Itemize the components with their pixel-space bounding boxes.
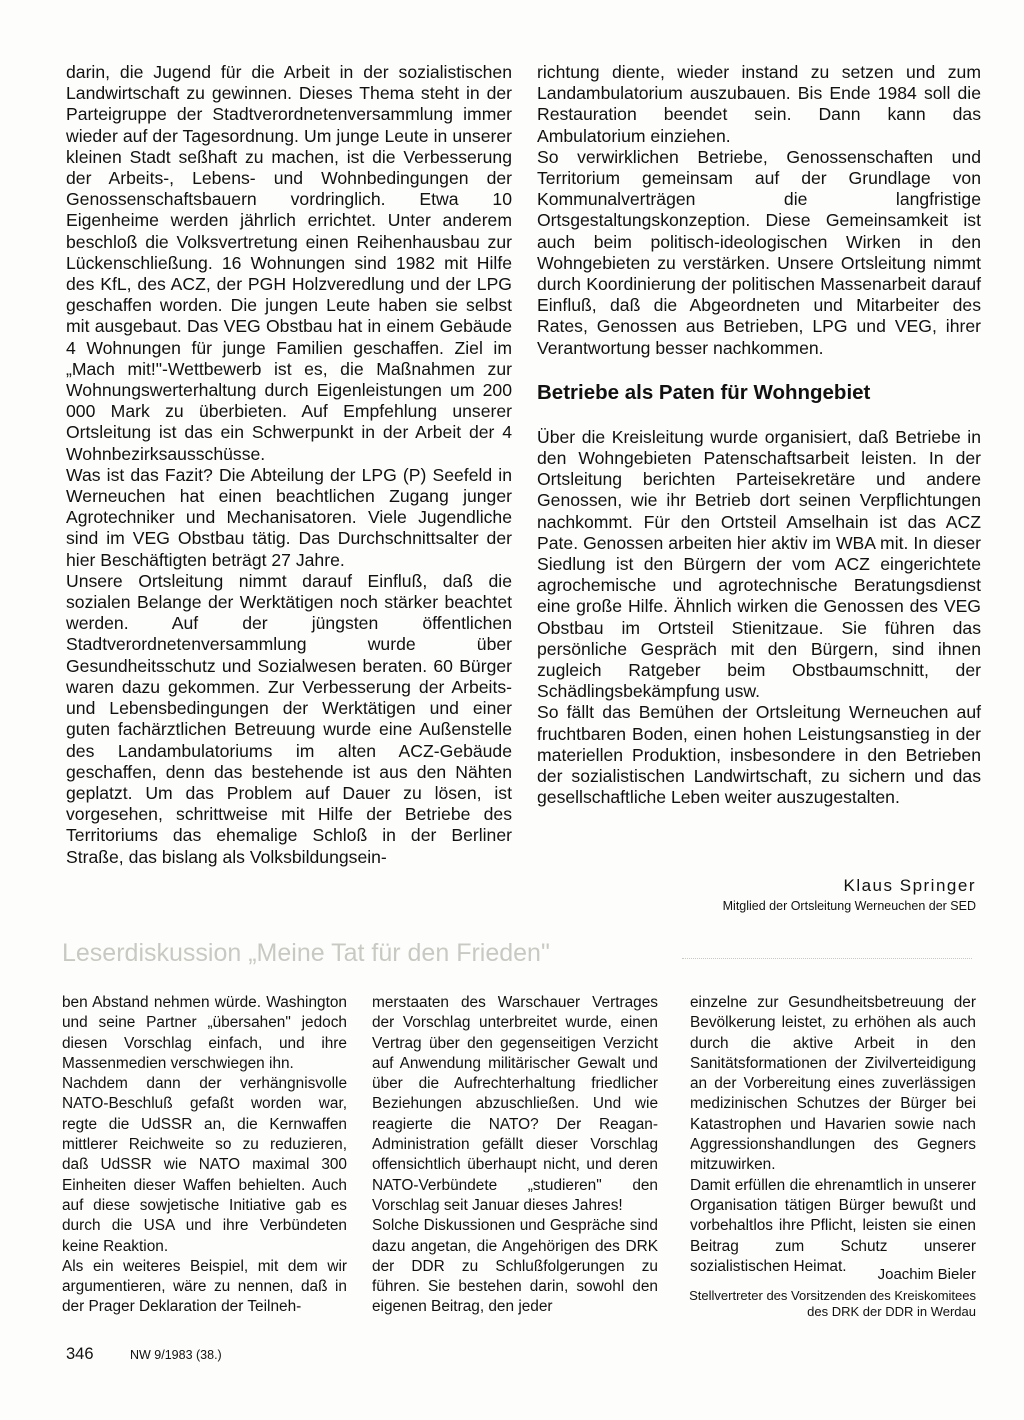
discussion-column-3 [690,993,976,1277]
discussion-paragraph: einzelne zur Gesundheitsbetreuung der Bevölkerung leistet, zu erhöhen als auch durch die aktive Arbeit in den Sanitätsformationen der Zivilverteidigung an der Vorbereitung eines zuverlässigen medizinischen Schutzes der Bürger bei Katastrophen und Havarien sowie nach Aggressionshandlungen des Gegners mitzuwirken. [690,994,976,1174]
discussion-paragraph: Solche Diskussionen und Gespräche sind dazu angetan, die Angehörigen des DRK der DDR zu Schlußfolgerungen zu führen. Sie bestehen darin, sowohl den eigenen Beitrag, den jeder [372,1217,658,1316]
article-column-1 [66,62,512,868]
discussion-paragraph: Damit erfüllen die ehrenamtlich in unserer Organisation tätigen Bürger bewußt und vorbehaltlos ihre Pflicht, leisten sie einen Beitrag zum Schutz unserer sozialistischen Heimat. [690,1176,976,1275]
issue-label: NW 9/1983 (38.) [130,1348,222,1362]
article-paragraph: darin, die Jugend für die Arbeit in der sozialistischen Landwirtschaft zu gewinnen. Dieses Thema steht in der Parteigruppe der Stadtverordnetenversammlung immer wieder auf der Tagesordnung. Um junge Leute in unserer kleinen Stadt seßhaft zu machen, ist die Verbesserung der Arbeits-, Lebens- und Wohnbedingungen der Genossenschaftsbauern vordringlich. Etwa 10 Eigenheime werden jährlich errichtet. Unter anderem beschloß die Volksvertretung einen Reihenhausbau zur Lückenschließung. 16 Wohnungen sind 1982 mit Hilfe des KfL, des ACZ, der PGH Holzveredlung und der LPG geschaffen worden. Die jungen Leute haben sie selbst mit ausgebaut. Das VEG Obstbau hat in einem Gebäude 4 Wohnungen für junge Familien geschaffen. Ziel im „Mach mit!"-Wettbewerb ist es, die Maßnahmen zur Wohnungswerterhaltung durch Eigenleistungen um 200 000 Mark zu überbieten. Auf Empfehlung unserer Ortsleitung ist das ein Schwerpunkt in der Arbeit der 4 Wohnbezirksausschüsse. [66,62,512,464]
page-number: 346 [66,1345,94,1363]
article-column-2 [537,62,981,809]
article-paragraph: richtung diente, wieder instand zu setzen und zum Landambulatorium auszubauen. Bis Ende 1984 soll die Restauration beendet sein. Dann kann das Ambulatorium einziehen. [537,62,981,146]
article-subheading: Betriebe als Paten für Wohngebiet [537,380,871,404]
discussion-paragraph: Als ein weiteres Beispiel, mit dem wir argumentieren, wäre zu nennen, daß in der Prager Deklaration der Teilneh- [62,1257,347,1316]
discussion-column-1 [62,993,347,1318]
author-role: Mitglied der Ortsleitung Werneuchen der SED [722,899,976,913]
section-heading: Leserdiskussion „Meine Tat für den Frieden" [62,938,972,968]
discussion-paragraph: ben Abstand nehmen würde. Washington und seine Partner „übersahen" jedoch diesen Vorschlag einfach, und ihre Massenmedien verschwiegen ihn. [62,994,347,1072]
article-paragraph: Über die Kreisleitung wurde organisiert, daß Betriebe in den Wohngebieten Patenschaftsarbeit leisten. In der Ortsleitung berichten Parteisekretäre und andere Genossen, wie ihr Betrieb dort seinen Verpflichtungen nachkommt. Für den Ortsteil Amselhain ist das ACZ Pate. Genossen arbeiten hier aktiv im WBA mit. In dieser Siedlung ist den Bürgern der vom ACZ eingerichtete agrochemische und agrotechnische Beratungsdienst eine große Hilfe. Ähnlich wirken die Genossen des VEG Obstbau im Ortsteil Stienitzaue. Sie führen das persönliche Gespräch mit den Bürgern, sind ihnen zugleich Ratgeber beim Obstbaumschnitt, der Schädlingsbekämpfung usw. [537,426,981,702]
discussion-paragraph: Nachdem dann der verhängnisvolle NATO-Beschluß gefaßt worden war, regte die UdSSR an, die Kernwaffen mittlerer Reichweite so zu reduzieren, daß UdSSR wie NATO maximal 300 Einheiten dieser Waffen behielten. Auch auf diese sowjetische Initiative gab es durch die USA und ihre Verbündeten keine Reaktion. [62,1075,347,1255]
article-paragraph: So fällt das Bemühen der Ortsleitung Werneuchen auf fruchtbaren Boden, einen hohen Leistungsanstieg in der materiellen Produktion, insbesondere in den Betrieben der sozialistischen Landwirtschaft, zu sichern und das gesellschaftliche Leben weiter auszugestalten. [537,702,981,808]
author-role: Stellvertreter des Vorsitzenden des Kreiskomitees des DRK der DDR in Werdau [689,1288,976,1319]
article-paragraph: So verwirklichen Betriebe, Genossenschaften und Territorium gemeinsam auf der Grundlage von Kommunalverträgen die langfristige Ortsgestaltungskonzeption. Diese Gemeinsamkeit ist auch beim politisch-ideologischen Wirken in den Wohngebieten zu verstärken. Unsere Ortsleitung nimmt durch Koordinierung der politischen Massenarbeit darauf Einfluß, daß die Abgeordneten und Mitarbeiter des Rates, Genossen aus Betrieben, LPG und VEG, ihrer Verantwortung besser nachkommen. [537,146,981,358]
article-paragraph: Unsere Ortsleitung nimmt darauf Einfluß, daß die sozialen Belange der Werktätigen noch stärker beachtet werden. Auf der jüngsten öffentlichen Stadtverordnetenversammlung wurde über Gesundheitsschutz und Sozialwesen beraten. 60 Bürger waren dazu gekommen. Zur Verbesserung der Arbeits- und Lebensbedingungen der Werktätigen und einer guten fachärztlichen Betreuung wurde eine Außenstelle des Landambulatoriums im alten ACZ-Gebäude geschaffen, denn das bestehende ist aus den Nähten geplatzt. Um das Problem auf Dauer zu lösen, ist vorgesehen, schrittweise mit Hilfe der Betriebe des Territoriums das ehemalige Schloß in der Berliner Straße, das bislang als Volksbildungsein- [66,570,512,867]
article-paragraph: Was ist das Fazit? Die Abteilung der LPG (P) Seefeld in Werneuchen hat einen beachtlichen Zugang junger Agrotechniker und Mechanisatoren. Viele Jugendliche sind im VEG Obstbau tätig. Das Durchschnittsalter der hier Beschäftigten beträgt 27 Jahre. [66,464,512,570]
discussion-column-2 [372,993,658,1318]
author-name: Joachim Bieler [877,1266,976,1283]
discussion-paragraph: merstaaten des Warschauer Vertrages der Vorschlag unterbreitet wurde, einen Vertrag über den gegenseitigen Verzicht auf Anwendung militärischer Gewalt und über die Aufrechterhaltung friedlicher Beziehungen abzuschließen. Und wie reagierte die NATO? Der Reagan-Administration gefällt dieser Vorschlag offensichtlich überhaupt nicht, und deren NATO-Verbündete „studieren" den Vorschlag seit Januar dieses Jahres! [372,994,658,1214]
author-name: Klaus Springer [843,876,976,895]
